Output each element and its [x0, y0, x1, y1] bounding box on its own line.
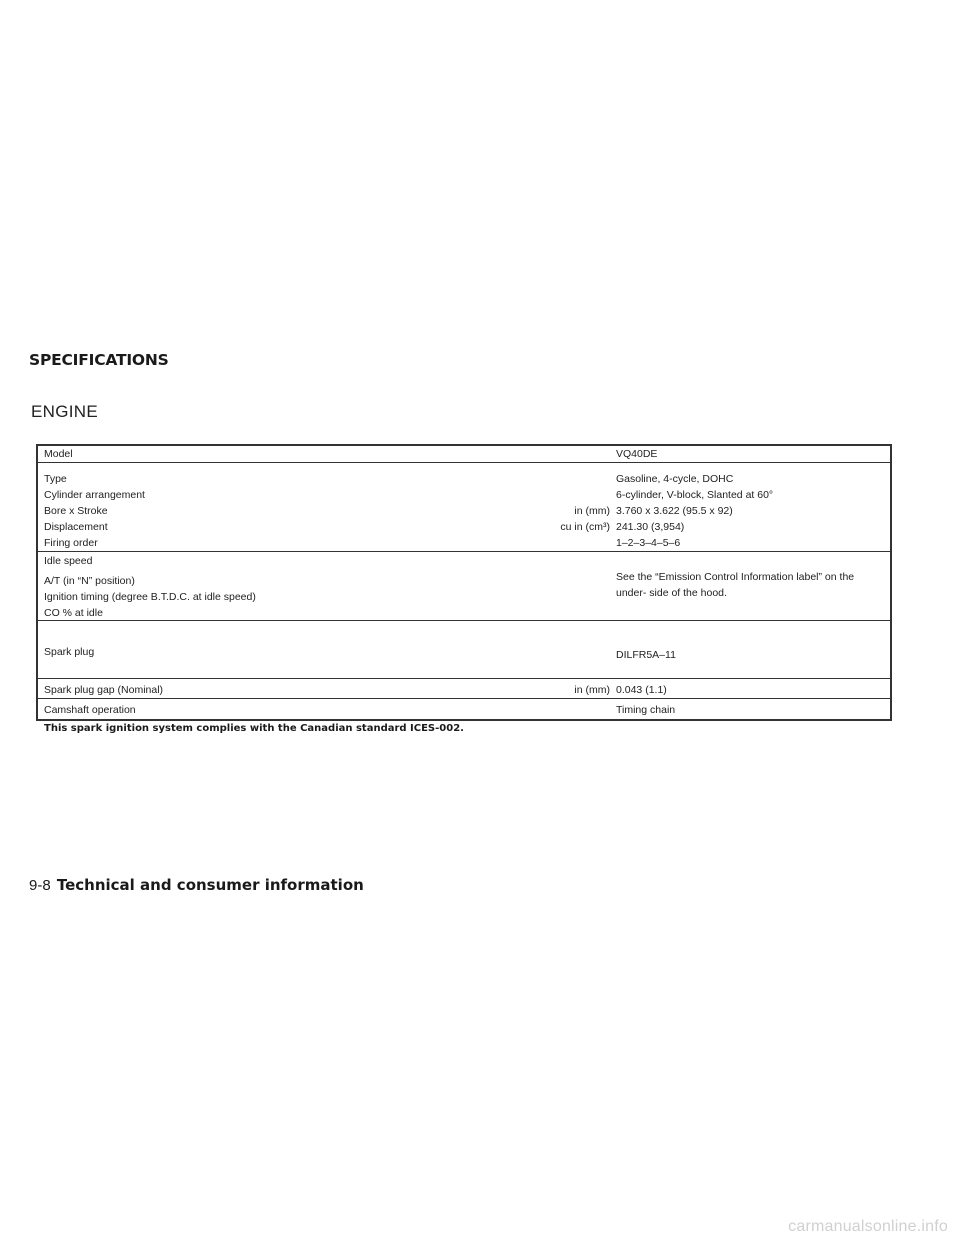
camshaft-value: Timing chain — [616, 704, 676, 716]
table-row — [38, 446, 890, 462]
bore-stroke-unit: in (mm) — [574, 505, 610, 517]
idle-group — [38, 551, 890, 620]
at-position-label: A/T (in “N” position) — [44, 575, 135, 587]
table-row — [38, 503, 890, 519]
bore-stroke-label: Bore x Stroke — [44, 505, 108, 517]
idle-speed-label: Idle speed — [44, 555, 93, 567]
ices-compliance-note: This spark ignition system complies with the Canadian standard ICES-002. — [44, 723, 464, 734]
camshaft-label: Camshaft operation — [44, 704, 136, 716]
spark-plug-group — [38, 620, 890, 678]
watermark: carmanualsonline.info — [788, 1218, 948, 1235]
subsection-title: ENGINE — [31, 402, 98, 421]
firing-order-value: 1–2–3–4–5–6 — [616, 537, 681, 549]
camshaft-group — [38, 698, 890, 719]
spark-plug-gap-unit: in (mm) — [574, 684, 610, 696]
bore-stroke-value: 3.760 x 3.622 (95.5 x 92) — [616, 505, 733, 517]
spark-plug-label: Spark plug — [44, 646, 95, 658]
table-row — [38, 471, 890, 487]
table-row — [38, 519, 890, 535]
chapter-title: Technical and consumer information — [56, 876, 364, 894]
co-at-idle-label: CO % at idle — [44, 607, 103, 619]
model-group — [38, 446, 890, 462]
table-row — [38, 535, 890, 551]
model-label: Model — [44, 448, 73, 460]
cylinder-arrangement-label: Cylinder arrangement — [44, 489, 145, 501]
spark-plug-gap-label: Spark plug gap (Nominal) — [44, 684, 164, 696]
displacement-value: 241.30 (3,954) — [616, 521, 685, 533]
engine-details-group — [38, 462, 890, 551]
spark-plug-gap-group — [38, 678, 890, 698]
table-row — [38, 682, 890, 698]
cylinder-arrangement-value: 6-cylinder, V-block, Slanted at 60° — [616, 489, 774, 501]
type-label: Type — [44, 473, 67, 485]
engine-spec-table — [36, 444, 892, 721]
displacement-unit: cu in (cm³) — [560, 521, 610, 533]
page-footer — [29, 876, 364, 894]
table-row — [38, 487, 890, 503]
section-title: SPECIFICATIONS — [29, 351, 169, 369]
type-value: Gasoline, 4-cycle, DOHC — [616, 473, 734, 485]
firing-order-label: Firing order — [44, 537, 98, 549]
displacement-label: Displacement — [44, 521, 108, 533]
table-row — [38, 702, 890, 718]
model-value: VQ40DE — [616, 448, 658, 460]
emission-label-note: See the “Emission Control Information label” on the under- side of the hood. — [616, 571, 855, 599]
spark-plug-gap-value: 0.043 (1.1) — [616, 684, 667, 696]
ignition-timing-label: Ignition timing (degree B.T.D.C. at idle speed) — [44, 591, 256, 603]
page-number: 9-8 — [29, 877, 51, 894]
spark-plug-value: DILFR5A–11 — [616, 649, 676, 661]
